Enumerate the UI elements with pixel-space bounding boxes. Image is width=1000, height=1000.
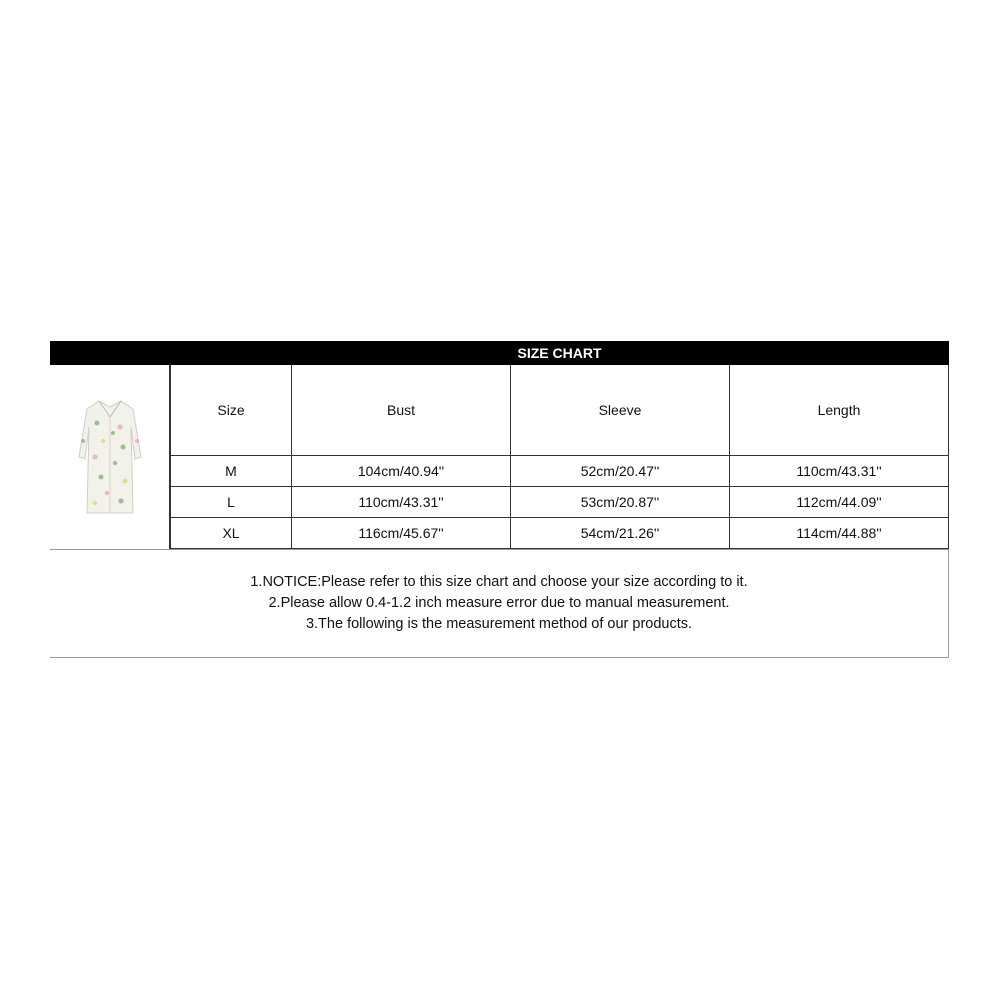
size-cell: XL (171, 518, 292, 549)
table-row (171, 456, 949, 487)
size-chart (50, 341, 949, 658)
size-cell: L (171, 487, 292, 518)
bust-cell: 104cm/40.94'' (292, 456, 511, 487)
bust-cell: 116cm/45.67'' (292, 518, 511, 549)
sleeve-cell: 53cm/20.87'' (511, 487, 730, 518)
sleeve-cell: 54cm/21.26'' (511, 518, 730, 549)
note-line: 3.The following is the measurement method of our products. (305, 616, 693, 632)
bust-cell: 110cm/43.31'' (292, 487, 511, 518)
header-length: Length (730, 365, 949, 456)
header-size: Size (171, 365, 292, 456)
length-cell: 112cm/44.09'' (730, 487, 949, 518)
table-row (171, 518, 949, 549)
size-cell: M (171, 456, 292, 487)
length-cell: 110cm/43.31'' (730, 456, 949, 487)
size-table (170, 365, 949, 549)
header-bust: Bust (292, 365, 511, 456)
header-sleeve: Sleeve (511, 365, 730, 456)
table-header-row (171, 365, 949, 456)
product-image-cell (50, 365, 170, 549)
size-chart-body (50, 365, 949, 550)
note-line: 1.NOTICE:Please refer to this size chart and choose your size according to it. (250, 574, 748, 590)
floral-robe-icon (75, 397, 145, 517)
length-cell: 114cm/44.88'' (730, 518, 949, 549)
size-chart-title: SIZE CHART (50, 341, 949, 365)
note-line: 2.Please allow 0.4-1.2 inch measure error due to manual measurement. (268, 595, 730, 611)
table-row (171, 487, 949, 518)
sleeve-cell: 52cm/20.47'' (511, 456, 730, 487)
size-notes (50, 550, 949, 658)
